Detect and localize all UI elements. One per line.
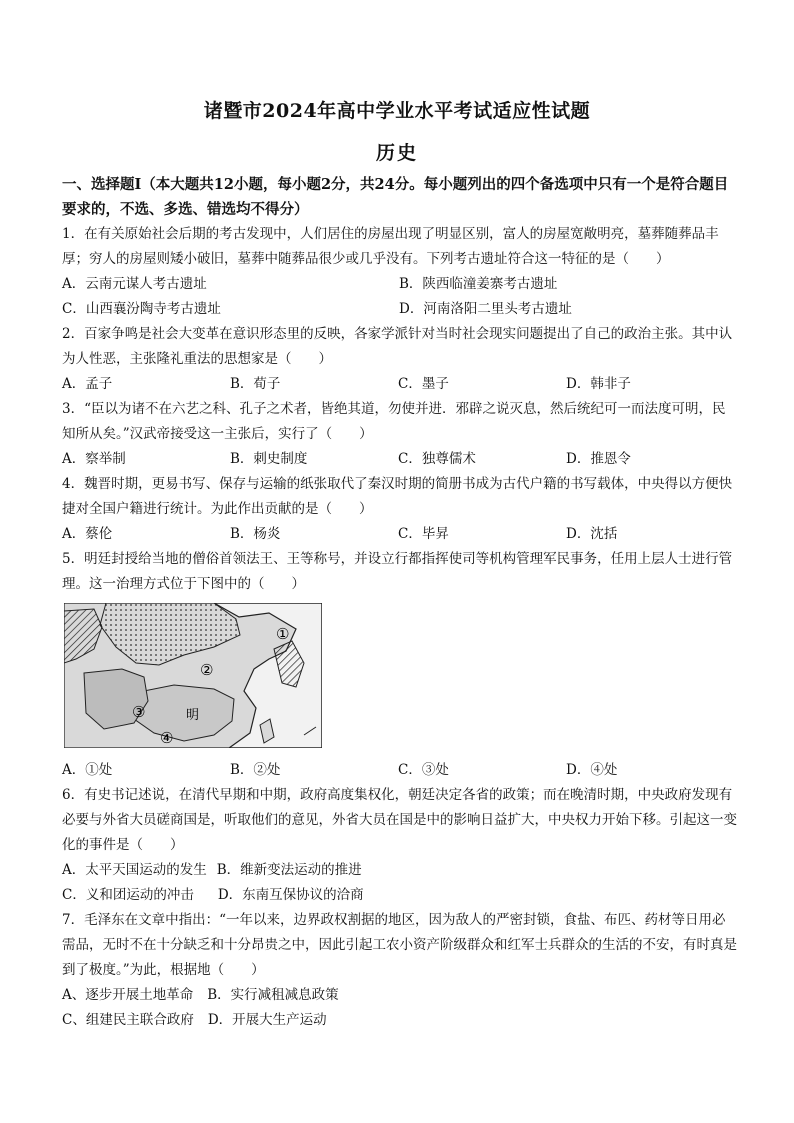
exam-title: 诸暨市2024年高中学业水平考试适应性试题	[203, 100, 591, 122]
option-d[interactable]: D．河南洛阳二里头考古遗址	[399, 301, 572, 317]
option-list	[62, 372, 738, 397]
option-b[interactable]: B．荀子	[230, 376, 281, 392]
option-d[interactable]: D．④处	[566, 762, 618, 778]
question-stem: 2．百家争鸣是社会大变革在意识形态里的反映，各家学派针对当时社会现实问题提出了自己的政治主张。其中认为人性恶，主张隆礼重法的思想家是（ ）	[62, 326, 733, 367]
question-6	[62, 783, 738, 908]
option-b[interactable]: B．实行减租减息政策	[207, 987, 339, 1003]
option-c[interactable]: C．义和团运动的冲击	[62, 887, 194, 903]
question-stem: 5．明廷封授给当地的僧俗首领法王、王等称号，并设立行都指挥使司等机构管理军民事务，任用上层人士进行管理。这一治理方式位于下图中的（ ）	[62, 551, 733, 592]
option-row	[62, 858, 738, 883]
question-stem: 1．在有关原始社会后期的考古发现中，人们居住的房屋出现了明显区别，富人的房屋宽敞明亮，墓葬随葬品丰厚；穷人的房屋则矮小破旧，墓葬中随葬品很少或几乎没有。下列考古遗址符合这一特征的是（ ）	[62, 226, 719, 267]
question-2	[62, 322, 738, 397]
option-a[interactable]: A、逐步开展土地革命	[62, 987, 194, 1003]
question-stem: 7．毛泽东在文章中指出：“一年以来，边界政权割据的地区，因为敌人的严密封锁，食盐、布匹、药材等日用必需品，无时不在十分缺乏和十分昂贵之中，因此引起工农小资产阶级群众和红军士兵群众的生活的不安，有时真是到了极度。”为此，根据地（ ）	[62, 912, 737, 978]
marker-1: ①	[276, 625, 290, 643]
option-d[interactable]: D．推恩令	[566, 451, 631, 467]
option-d[interactable]: D．韩非子	[566, 376, 631, 392]
section-heading: 一、选择题Ⅰ（本大题共12小题，每小题2分，共24分。每小题列出的四个备选项中只有一个是符合题目要求的，不选、多选、错选均不得分）	[62, 176, 729, 218]
map-figure	[64, 603, 322, 748]
option-list	[62, 858, 738, 908]
option-c[interactable]: C．墨子	[398, 376, 449, 392]
option-a[interactable]: A．①处	[62, 762, 113, 778]
question-stem: 4．魏晋时期，更易书写、保存与运输的纸张取代了秦汉时期的简册书成为古代户籍的书写载体，中央得以方便快捷对全国户籍进行统计。为此作出贡献的是（ ）	[62, 476, 733, 517]
option-list	[62, 447, 738, 472]
question-stem: 3．“臣以为诸不在六艺之科、孔子之术者，皆绝其道，勿使并进．邪辟之说灭息，然后统纪可一而法度可明，民知所从矣。”汉武帝接受这一主张后，实行了（ ）	[62, 401, 726, 442]
option-c[interactable]: C．山西襄汾陶寺考古遗址	[62, 301, 221, 317]
questions-body	[62, 222, 738, 1033]
option-list	[62, 983, 738, 1033]
option-a[interactable]: A．蔡伦	[62, 526, 113, 542]
option-a[interactable]: A．察举制	[62, 451, 126, 467]
option-c[interactable]: C．独尊儒术	[398, 451, 476, 467]
option-a[interactable]: A．云南元谋人考古遗址	[62, 276, 207, 292]
question-4	[62, 472, 738, 547]
option-a[interactable]: A．太平天国运动的发生	[62, 862, 207, 878]
marker-4: ④	[160, 729, 174, 747]
option-b[interactable]: B．杨炎	[230, 526, 281, 542]
option-list	[62, 272, 738, 322]
option-d[interactable]: D．开展大生产运动	[207, 1012, 327, 1028]
marker-3: ③	[132, 703, 146, 721]
question-3	[62, 397, 738, 472]
option-b[interactable]: B．陕西临潼姜寨考古遗址	[399, 276, 558, 292]
question-5	[62, 547, 738, 783]
option-a[interactable]: A．孟子	[62, 376, 113, 392]
option-c[interactable]: C．③处	[398, 762, 449, 778]
option-b[interactable]: B．刺史制度	[230, 451, 308, 467]
option-c[interactable]: C．毕昇	[398, 526, 449, 542]
option-row	[62, 1008, 738, 1033]
exam-subject: 历史	[375, 142, 418, 164]
option-b[interactable]: B．维新变法运动的推进	[216, 862, 362, 878]
question-1	[62, 222, 738, 322]
option-list	[62, 522, 738, 547]
option-row	[62, 983, 738, 1008]
option-row	[62, 883, 738, 908]
ming-label: 明	[186, 708, 200, 723]
option-d[interactable]: D．东南互保协议的洽商	[217, 887, 364, 903]
option-b[interactable]: B．②处	[230, 762, 281, 778]
option-list	[62, 758, 738, 783]
marker-2: ②	[200, 661, 214, 679]
option-c[interactable]: C、组建民主联合政府	[62, 1012, 194, 1028]
option-d[interactable]: D．沈括	[566, 526, 618, 542]
ming-territory-map	[64, 603, 322, 748]
question-stem: 6．有史书记述说，在清代早期和中期，政府高度集权化，朝廷决定各省的政策；而在晚清时期，中央政府发现有必要与外省大员磋商国是，听取他们的意见，外省大员在国是中的影响日益扩大，中央权力开始下移。引起这一变化的事件是（ ）	[62, 787, 737, 853]
question-7	[62, 908, 738, 1033]
